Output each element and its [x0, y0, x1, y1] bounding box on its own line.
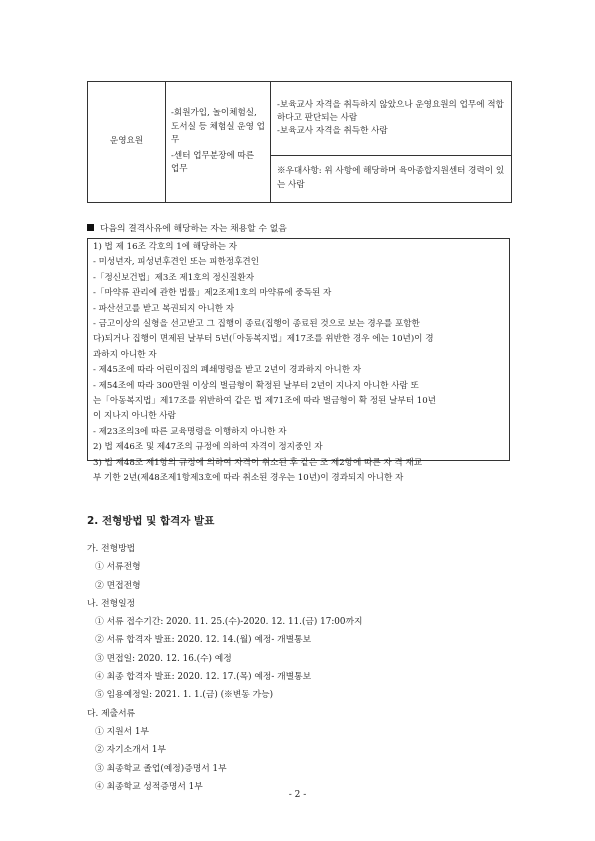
disqualification-line: 부 기한 2년(제48조제1항제3호에 따라 취소된 경우는 10년)이 경과되지 아니한 자 [93, 473, 404, 484]
section-line: ① 지원서 1부 [95, 726, 149, 737]
position-cell [88, 82, 166, 203]
disqualification-line: 과하지 아니한 자 [93, 349, 157, 360]
section-line: 나. 전형일정 [87, 598, 136, 609]
disqualification-line: 1) 법 제 16조 각호의 1에 해당하는 자 [93, 242, 237, 252]
disqualification-box [87, 238, 510, 484]
disqualification-line: 다)되거나 집행이 면제된 날부터 5년(「아동복지법」제17조를 위반한 경우 에는 10년)이 경 [93, 334, 434, 345]
duty-item: -센터 업무분장에 따른 업무 [171, 151, 255, 175]
disqualification-heading [87, 221, 287, 234]
disqualification-line: - 제23조의3에 따른 교육명령을 이행하지 아니한 자 [93, 426, 287, 437]
square-bullet-icon [87, 224, 94, 231]
position-name: 운영요원 [109, 136, 144, 147]
section-line: ④ 최종 합격자 발표: 2020. 12. 17.(목) 예정- 개별통보 [95, 672, 312, 683]
duties-cell [166, 82, 271, 203]
qualification-item: -보육교사 자격을 취득한 사람 [277, 126, 388, 137]
section-2-body [87, 540, 363, 796]
disqualification-line: - 금고이상의 실형을 선고받고 그 집행이 종료(집행이 종료된 것으로 보는 경우를 포함한 [93, 319, 420, 330]
qualification-item: -보육교사 자격을 취득하지 않았으나 운영요원의 업무에 적합하다고 판단되는 사람 [277, 99, 504, 123]
section-line: ② 자기소개서 1부 [95, 745, 166, 756]
disqualification-line: 2) 법 제46조 및 제47조의 규정에 의하여 자격이 정지중인 자 [93, 442, 323, 453]
duty-item: -회원가입, 놀이체험실, 도서실 등 체험실 운영 업무 [171, 108, 265, 145]
disqualification-line: - 파산선고를 받고 복권되지 아니한 자 [93, 303, 235, 314]
disqualification-line: 는「아동복지법」제17조를 위반하여 같은 법 제71조에 따라 벌금형이 확 정된 날부터 10년 [93, 396, 436, 407]
disqualification-heading-text: 다음의 결격사유에 해당하는 자는 채용할 수 없음 [100, 224, 287, 234]
disqualification-line: -「정신보건법」제3조 제1호의 정신질환자 [93, 272, 255, 283]
section-2-title: 2. 전형방법 및 합격자 발표 [87, 515, 215, 527]
qualifications-list [271, 83, 511, 156]
section-line: ③ 최종학교 졸업(예정)증명서 1부 [95, 763, 227, 774]
disqualification-line: -「마약류 관리에 관한 법률」제2조제1호의 마약류에 중독된 자 [93, 288, 332, 299]
disqualification-line: 3) 법 제48조 제1항의 규정에 의하여 자격이 취소된 후 같은 조 제2항에 따른 자 격 재교 [93, 457, 423, 468]
section-line: ② 면접전형 [95, 580, 141, 591]
disqualification-line: - 미성년자, 피성년후견인 또는 피한정후견인 [93, 257, 259, 268]
section-line: ① 서류전형 [95, 562, 141, 573]
section-line: ① 서류 접수기간: 2020. 11. 25.(수)-2020. 12. 11.(금) 17:00까지 [95, 617, 363, 628]
disqualification-line: 이 지나지 아니한 사람 [93, 411, 176, 422]
qualifications-cell [271, 82, 512, 203]
preference-text: ※우대사항: 위 사항에 해당하며 육아종합지원센터 경력이 있는 사람 [277, 166, 505, 190]
section-line: ② 서류 합격자 발표: 2020. 12. 14.(월) 예정- 개별통보 [95, 635, 312, 646]
page-number: - 2 - [288, 790, 307, 800]
section-line: ④ 최종학교 성적증명서 1부 [95, 781, 203, 792]
section-line: ③ 면접일: 2020. 12. 16.(수) 예정 [95, 653, 232, 664]
disqualification-line: - 제54조에 따라 300만원 이상의 벌금형이 확정된 날부터 2년이 지나지 아니한 사람 또 [93, 380, 419, 391]
section-line: 가. 전형방법 [87, 544, 136, 554]
section-line: 다. 제출서류 [87, 708, 136, 719]
preference-note [271, 156, 511, 202]
section-line: ⑤ 임용예정일: 2021. 1. 1.(금) (※변동 가능) [95, 690, 274, 701]
disqualification-line: - 제45조에 따라 어린이집의 폐쇄명령을 받고 2년이 경과하지 아니한 자 [93, 365, 362, 376]
staff-requirements-table [87, 81, 512, 203]
